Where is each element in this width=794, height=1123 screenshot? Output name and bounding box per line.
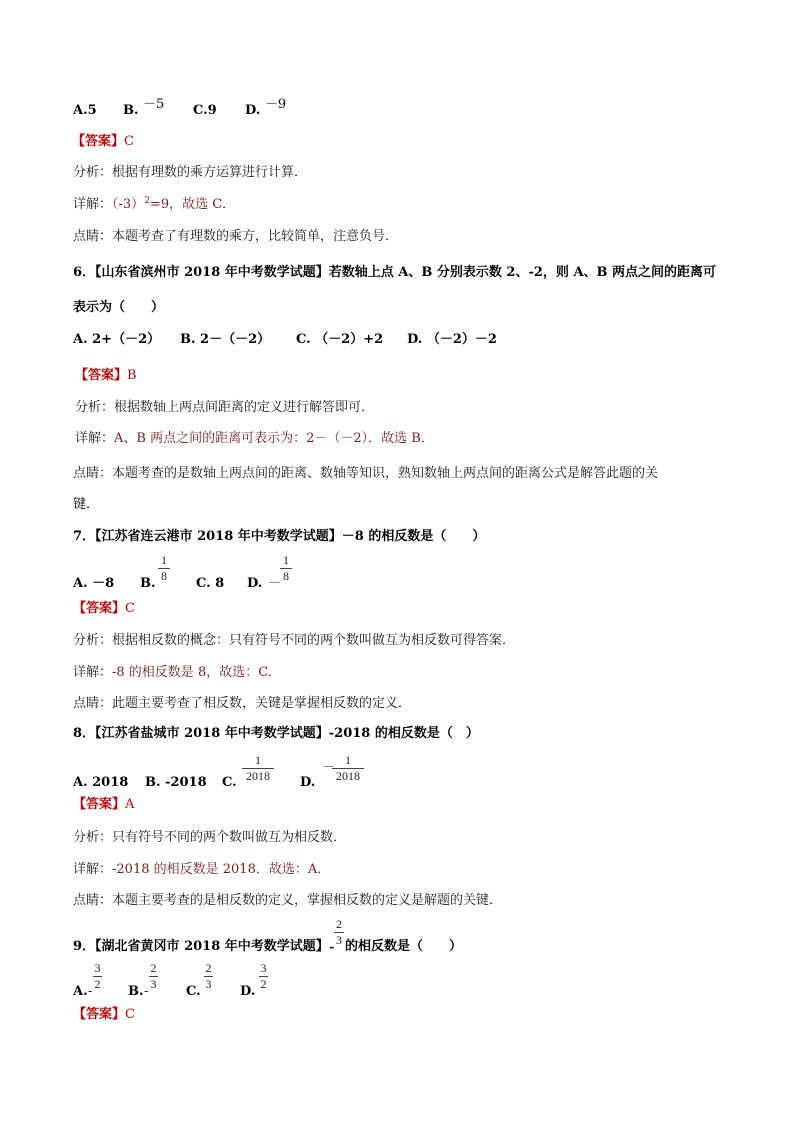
- q8-detail: 详解：-2018 的相反数是 2018．故选：A．: [73, 862, 331, 877]
- q8-comment: 点睛：本题主要考查的是相反数的定义，掌握相反数的定义是解题的关键．: [73, 893, 503, 908]
- q9-answer: 【答案】C: [73, 1007, 135, 1022]
- q9-option-d-label: D.: [240, 984, 256, 999]
- q6-option-b: B. 2－（－2）: [180, 332, 271, 347]
- q8-option-c-label: C.: [222, 775, 237, 790]
- q8-option-d-label: D.: [300, 775, 316, 790]
- q9-option-b-fraction: 2 3: [150, 961, 157, 991]
- q9-option-b-label: B.: [128, 984, 144, 999]
- q6-comment-line1: 点睛：本题考查的是数轴上两点间的距离、数轴等知识，熟知数轴上两点间的距离公式是解答此题的关: [73, 466, 659, 481]
- q5-option-b: B. －5: [123, 97, 165, 118]
- q6-option-a: A. 2+（－2）: [73, 332, 161, 347]
- q9-option-a-minus: -: [88, 984, 93, 999]
- q8-option-d-minus: －: [322, 760, 336, 775]
- q6-title-line1: 6．【山东省滨州市 2018 年中考数学试题】若数轴上点 A、B 分别表示数 2、-2，则 A、B 两点之间的距离可: [73, 265, 717, 280]
- q9-title-prefix: 9．【湖北省黄冈市 2018 年中考数学试题】: [73, 939, 329, 954]
- q7-option-b-label: B.: [140, 576, 156, 591]
- q9-option-a-label: A.: [73, 984, 88, 999]
- q9-option-d-fraction: 3 2: [260, 961, 267, 991]
- q5-detail: 详解：$(-3)^2=9$，故选 C．: [73, 196, 236, 212]
- q9-option-b-minus: -: [144, 984, 149, 999]
- q6-option-c: C. （－2）+2: [296, 332, 384, 347]
- q7-option-d-fraction: 1 8: [280, 554, 292, 582]
- q7-option-b-fraction: 1 8: [158, 554, 170, 582]
- q8-option-a: A. 2018: [73, 775, 129, 790]
- q9-title-fraction: 2 3: [336, 917, 342, 947]
- q6-detail: 详解：A、B 两点之间的距离可表示为：2－（－2）．故选 B．: [75, 431, 434, 446]
- q8-answer: 【答案】A: [73, 797, 135, 812]
- q6-answer: 【答案】B: [75, 368, 137, 383]
- q7-option-c: C. 8: [196, 576, 225, 591]
- q8-option-d-fraction: 1 2018: [332, 754, 364, 782]
- q7-option-a: A. －8: [73, 576, 115, 591]
- q7-comment: 点睛：此题主要考查了相反数，关键是掌握相反数的定义．: [73, 696, 412, 711]
- q6-analysis: 分析：根据数轴上两点间距离的定义进行解答即可．: [75, 400, 375, 415]
- q5-option-a: A.5: [73, 103, 97, 118]
- q8-option-c-fraction: 1 2018: [242, 754, 274, 782]
- q7-option-d-label: D.: [247, 576, 263, 591]
- q6-option-d: D. （－2）－2: [407, 332, 497, 347]
- q6-title-line2: 表示为（ ）: [73, 300, 165, 315]
- q5-comment: 点睛：本题考查了有理数的乘方，比较简单，注意负号．: [73, 229, 399, 244]
- q7-detail: 详解：-8 的相反数是 8，故选：C．: [73, 665, 282, 680]
- q9-option-c-fraction: 2 3: [205, 961, 212, 991]
- q5-option-c: C.9: [193, 103, 217, 118]
- q5-analysis: 分析：根据有理数的乘方运算进行计算．: [73, 165, 308, 180]
- q7-analysis: 分析：根据相反数的概念：只有符号不同的两个数叫做互为相反数可得答案．: [73, 633, 516, 648]
- q7-title: 7．【江苏省连云港市 2018 年中考数学试题】－8 的相反数是（ ）: [73, 529, 486, 544]
- q9-title-suffix: 的相反数是（ ）: [345, 939, 463, 954]
- q7-option-d-minus: －: [268, 576, 282, 591]
- q9-option-c-label: C.: [186, 984, 201, 999]
- q5-option-d: D. －9: [245, 97, 287, 118]
- q6-comment-line2: 键．: [73, 497, 100, 512]
- q7-answer: 【答案】C: [73, 601, 135, 616]
- q8-option-b: B. -2018: [145, 775, 207, 790]
- q9-option-a-fraction: 3 2: [94, 961, 101, 991]
- q9-title-minus: -: [329, 940, 335, 955]
- q8-analysis: 分析：只有符号不同的两个数叫做互为相反数．: [73, 830, 347, 845]
- q5-answer: 【答案】C: [72, 134, 134, 149]
- q8-title: 8．【江苏省盐城市 2018 年中考数学试题】-2018 的相反数是（ ）: [73, 726, 479, 741]
